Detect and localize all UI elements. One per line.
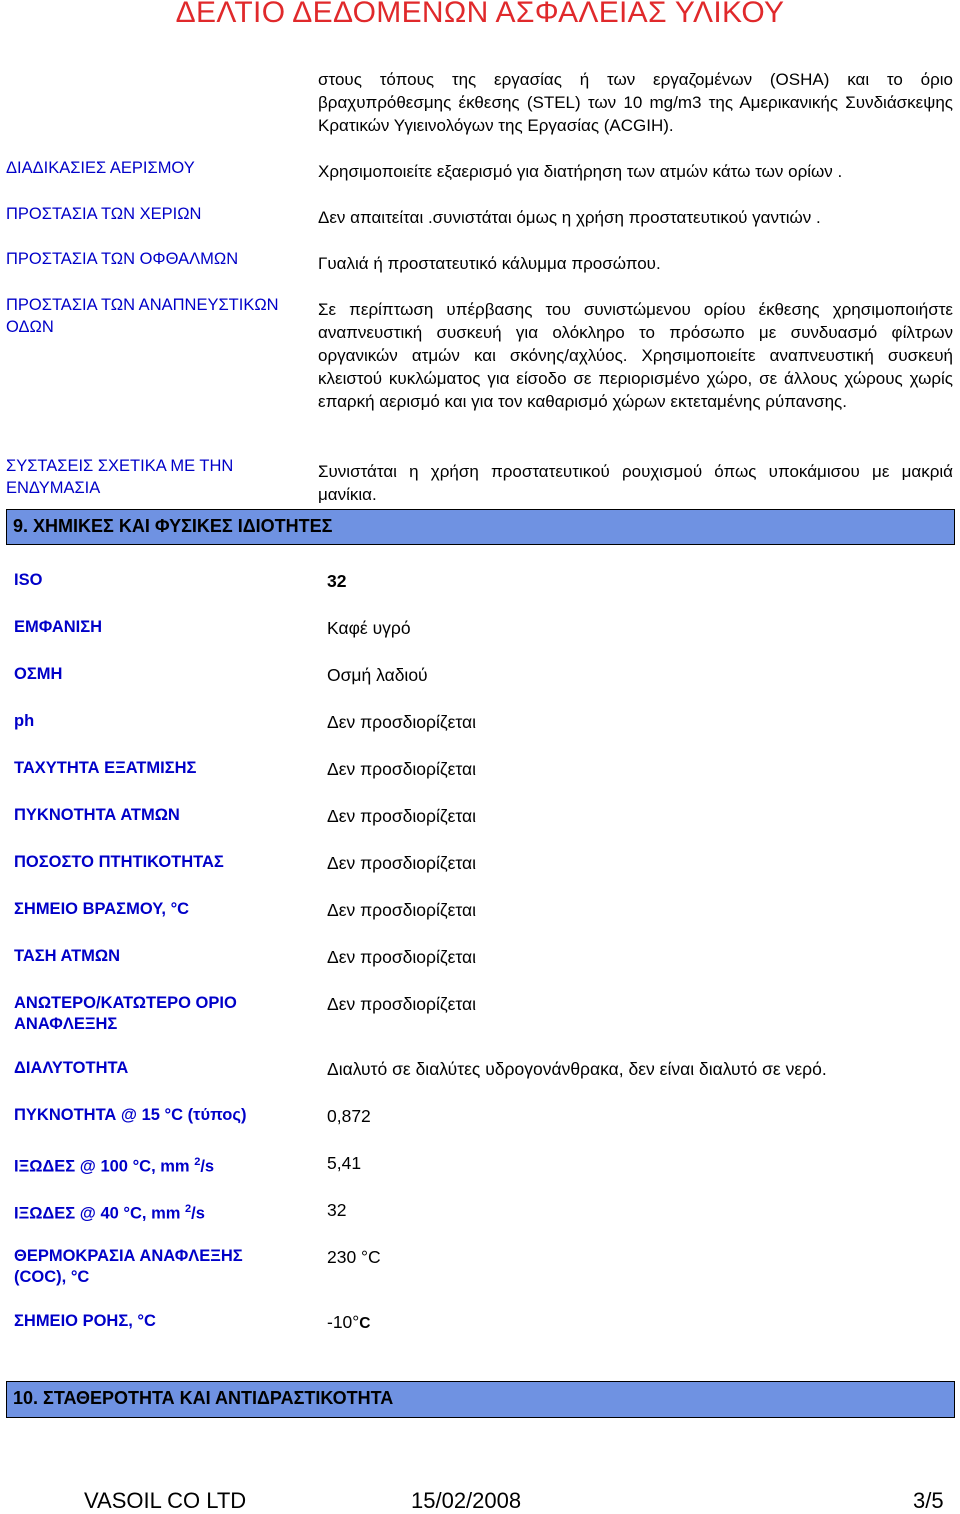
- property-value-boiling-point: Δεν προσδιορίζεται: [327, 900, 477, 920]
- property-label-ph: ph: [14, 712, 35, 730]
- property-value-ph: Δεν προσδιορίζεται: [327, 712, 477, 732]
- property-value-viscosity-40: 32: [327, 1200, 347, 1220]
- viscosity-40-unit: /s: [191, 1204, 205, 1223]
- property-value-vapor-pressure: Δεν προσδιορίζεται: [327, 947, 477, 967]
- property-label-flammability-limits: ΑΝΩΤΕΡΟ/ΚΑΤΩΤΕΡΟ ΟΡΙΟ ΑΝΑΦΛΕΞΗΣ: [14, 994, 237, 1033]
- property-label-solubility: ΔΙΑΛΥΤΟΤΗΤΑ: [14, 1059, 129, 1077]
- viscosity-40-exponent: 2: [185, 1203, 192, 1215]
- pour-point-unit: C: [359, 1315, 371, 1332]
- property-label-viscosity-100: [14, 1152, 314, 1178]
- property-value-solubility: Διαλυτό σε διαλύτες υδρογονάνθρακα, δεν είναι διαλυτό σε νερό.: [327, 1059, 827, 1079]
- property-value-iso: 32: [327, 571, 347, 591]
- property-value-appearance: Καφέ υγρό: [327, 618, 411, 638]
- ventilation-value: Χρησιμοποιείτε εξαερισμό για διατήρηση των ατμών κάτω των ορίων .: [318, 162, 843, 181]
- property-value-odor: Οσμή λαδιού: [327, 665, 428, 685]
- hand-protection-label: ΠΡΟΣΤΑΣΙΑ ΤΩΝ ΧΕΡΙΩΝ: [6, 205, 202, 223]
- property-label-volatility: ΠΟΣΟΣΤΟ ΠΤΗΤΙΚΟΤΗΤΑΣ: [14, 853, 224, 871]
- property-label-odor: ΟΣΜΗ: [14, 665, 63, 683]
- viscosity-100-unit: /s: [200, 1157, 215, 1176]
- property-label-flash-point: ΘΕΡΜΟΚΡΑΣΙΑ ΑΝΑΦΛΕΞΗΣ (COC), °C: [14, 1247, 243, 1286]
- property-value-vapor-density: Δεν προσδιορίζεται: [327, 806, 477, 826]
- property-label-boiling-point: ΣΗΜΕΙΟ ΒΡΑΣΜΟΥ, °C: [14, 900, 190, 918]
- pour-point-number: -10°: [327, 1312, 360, 1332]
- section-9-header: [6, 509, 955, 545]
- property-value-volatility: Δεν προσδιορίζεται: [327, 853, 477, 873]
- hand-protection-value: Δεν απαιτείται .συνιστάται όμως η χρήση προστατευτικού γαντιών .: [318, 208, 821, 227]
- viscosity-40-label-text: ΙΞΩΔΕΣ @ 40 °C, mm: [14, 1204, 186, 1223]
- exposure-limits-text: στους τόπους της εργασίας ή των εργαζομένων (OSHA) και το όριο βραχυπρόθεσμης έκθεσης (STEL) των 10 mg/m3 της Αμερικανικής Συνδιάσκεψης Κρατικών Υγιεινολόγων της Εργασίας (ACGIH).: [318, 70, 953, 135]
- property-value-flash-point: 230 °C: [327, 1247, 381, 1267]
- property-value-pour-point: [327, 1312, 371, 1333]
- property-label-viscosity-40: [14, 1199, 314, 1225]
- footer-date: 15/02/2008: [411, 1488, 522, 1513]
- property-label-vapor-density: ΠΥΚΝΟΤΗΤΑ ΑΤΜΩΝ: [14, 806, 180, 824]
- property-label-iso: ISO: [14, 571, 43, 589]
- property-value-evaporation-rate: Δεν προσδιορίζεται: [327, 759, 477, 779]
- viscosity-100-exponent: 2: [194, 1156, 201, 1168]
- document-title: ΔΕΛΤΙΟ ΔΕΔΟΜΕΝΩΝ ΑΣΦΑΛΕΙΑΣ ΥΛΙΚΟΥ: [175, 0, 785, 29]
- viscosity-100-label-text: ΙΞΩΔΕΣ @ 100 °C, mm: [14, 1157, 195, 1176]
- footer-page-number: 3/5: [913, 1488, 944, 1513]
- property-label-appearance: ΕΜΦΑΝΙΣΗ: [14, 618, 103, 636]
- ventilation-label: ΔΙΑΔΙΚΑΣΙΕΣ ΑΕΡΙΣΜΟΥ: [6, 159, 195, 177]
- property-label-evaporation-rate: ΤΑΧΥΤΗΤΑ ΕΞΑΤΜΙΣΗΣ: [14, 759, 197, 777]
- footer-company: VASOIL CO LTD: [84, 1488, 247, 1513]
- respiratory-protection-value: Σε περίπτωση υπέρβασης του συνιστώμενου ορίου έκθεσης χρησιμοποιήστε αναπνευστική συσκευή για ολόκληρο το πρόσωπο με συνδυασμό φίλτρων οργανικών ατμών και σκόνης/αχλύος. Χρησιμοποιείτε αναπνευστική συσκευή κλειστού κυκλώματος για είσοδο σε περιορισμένο χώρο, σε άλλους χώρους χωρίς επαρκή αερισμό και για τον καθαρισμό χώρων εκτεταμένης ρύπανσης.: [318, 300, 953, 411]
- property-label-density: ΠΥΚΝΟΤΗΤΑ @ 15 °C (τύπος): [14, 1106, 247, 1124]
- eye-protection-label: ΠΡΟΣΤΑΣΙΑ ΤΩΝ ΟΦΘΑΛΜΩΝ: [6, 250, 239, 268]
- eye-protection-value: Γυαλιά ή προστατευτικό κάλυμμα προσώπου.: [318, 254, 661, 273]
- respiratory-protection-label: ΠΡΟΣΤΑΣΙΑ ΤΩΝ ΑΝΑΠΝΕΥΣΤΙΚΩΝ ΟΔΩΝ: [6, 296, 279, 336]
- section-10-header: [6, 1381, 955, 1418]
- section-10-title: 10. ΣΤΑΘΕΡΟΤΗΤΑ ΚΑΙ ΑΝΤΙΔΡΑΣΤΙΚΟΤΗΤΑ: [13, 1388, 394, 1408]
- clothing-value: Συνιστάται η χρήση προστατευτικού ρουχισμού όπως υποκάμισου με μακριά μανίκια.: [318, 462, 953, 504]
- clothing-label: ΣΥΣΤΑΣΕΙΣ ΣΧΕΤΙΚΑ ΜΕ ΤΗΝ ΕΝΔΥΜΑΣΙΑ: [6, 457, 234, 497]
- property-value-density: 0,872: [327, 1106, 371, 1126]
- property-label-pour-point: ΣΗΜΕΙΟ ΡΟΗΣ, °C: [14, 1312, 156, 1330]
- property-label-vapor-pressure: ΤΑΣΗ ΑΤΜΩΝ: [14, 947, 121, 965]
- property-value-viscosity-100: 5,41: [327, 1153, 362, 1173]
- section-9-title: 9. ΧΗΜΙΚΕΣ ΚΑΙ ΦΥΣΙΚΕΣ ΙΔΙΟΤΗΤΕΣ: [13, 516, 333, 536]
- property-value-flammability-limits: Δεν προσδιορίζεται: [327, 994, 477, 1014]
